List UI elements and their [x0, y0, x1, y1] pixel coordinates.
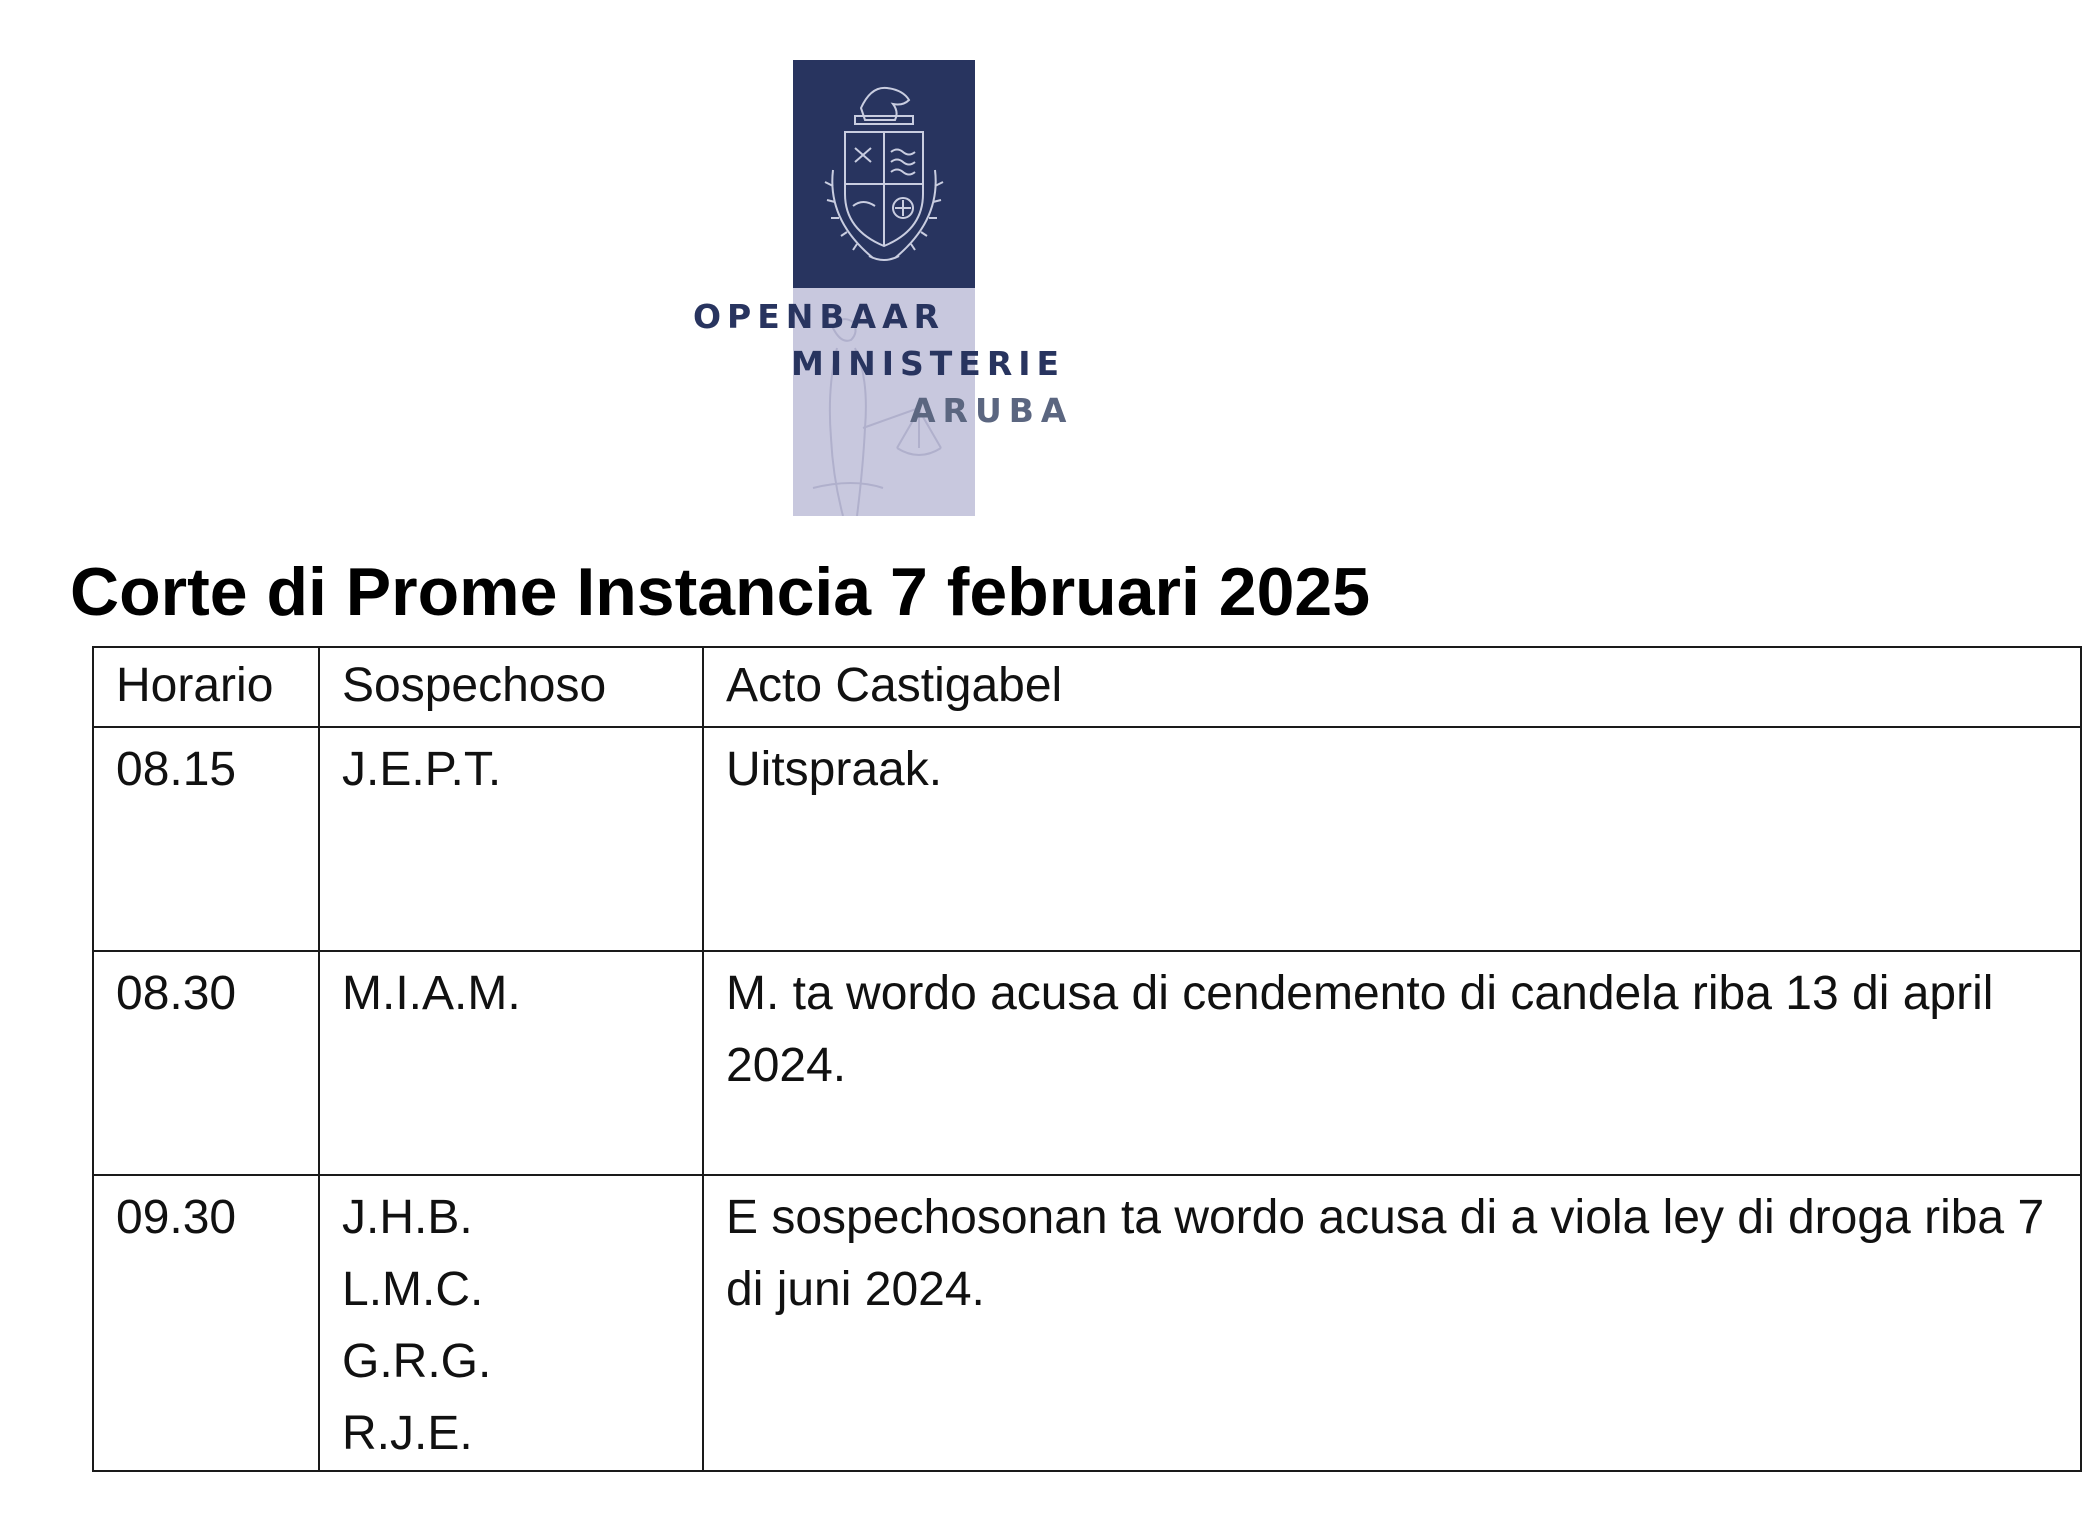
- suspect-cell: [319, 1175, 703, 1471]
- suspect-initials: R.J.E.: [342, 1407, 473, 1460]
- header-acto-castigabel: Acto Castigabel: [703, 647, 2081, 727]
- header-horario: Horario: [93, 647, 319, 727]
- offense-cell: M. ta wordo acusa di cendemento di candela riba 13 di april 2024.: [703, 951, 2081, 1175]
- offense-cell: E sospechosonan ta wordo acusa di a viola ley di droga riba 7 di juni 2024.: [703, 1175, 2081, 1471]
- logo-text-openbaar: OPENBAAR: [693, 297, 946, 336]
- document-title: Corte di Prome Instancia 7 februari 2025: [70, 554, 1371, 630]
- suspect-initials: J.H.B.: [342, 1191, 473, 1244]
- suspect-cell: [319, 951, 703, 1175]
- suspect-initials: G.R.G.: [342, 1335, 492, 1388]
- table-row: [93, 951, 2081, 1175]
- suspect-initials: J.E.P.T.: [342, 743, 502, 796]
- suspect-initials: L.M.C.: [342, 1263, 484, 1316]
- suspect-cell: [319, 727, 703, 951]
- logo-text-ministerie: MINISTERIE: [791, 344, 1066, 383]
- table-header-row: [93, 647, 2081, 727]
- time-cell: 08.30: [93, 951, 319, 1175]
- offense-cell: Uitspraak.: [703, 727, 2081, 951]
- coat-of-arms-icon: [793, 60, 975, 288]
- table-row: [93, 1175, 2081, 1471]
- time-cell: 08.15: [93, 727, 319, 951]
- logo-text-aruba: ARUBA: [910, 391, 1074, 430]
- openbaar-ministerie-logo: [690, 60, 1090, 520]
- time-cell: 09.30: [93, 1175, 319, 1471]
- suspect-initials: M.I.A.M.: [342, 967, 521, 1020]
- hearing-schedule-table: [92, 646, 2082, 1472]
- table-row: [93, 727, 2081, 951]
- header-sospechoso: Sospechoso: [319, 647, 703, 727]
